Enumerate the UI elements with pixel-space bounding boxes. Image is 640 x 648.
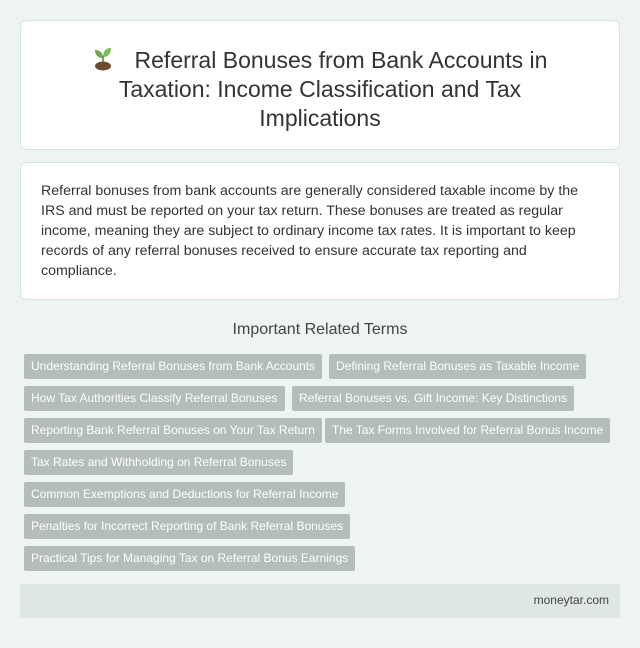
related-term-tag[interactable]: Understanding Referral Bonuses from Bank Accounts: [24, 354, 322, 379]
related-term-tag[interactable]: Tax Rates and Withholding on Referral Bonuses: [24, 450, 293, 475]
related-term-tag[interactable]: Reporting Bank Referral Bonuses on Your Tax Return: [24, 418, 322, 443]
related-term-tag[interactable]: How Tax Authorities Classify Referral Bonuses: [24, 386, 285, 411]
summary-card: [20, 162, 620, 300]
sprout-icon: [93, 45, 113, 71]
related-term-tag[interactable]: The Tax Forms Involved for Referral Bonus Income: [325, 418, 610, 443]
summary-text: Referral bonuses from bank accounts are generally considered taxable income by the IRS and must be reported on your tax return. These bonuses are treated as regular income, meaning they are subject to ordinary income tax rates. It is important to keep records of any referral bonuses received to ensure accurate tax reporting and compliance.: [41, 183, 579, 279]
footer: [20, 584, 620, 618]
related-term-tag[interactable]: Defining Referral Bonuses as Taxable Income: [329, 354, 586, 379]
title-card: [20, 20, 620, 150]
page-title: [61, 45, 579, 133]
related-term-tag[interactable]: Practical Tips for Managing Tax on Referral Bonus Earnings: [24, 546, 355, 571]
page-title-text: Referral Bonuses from Bank Accounts in Taxation: Income Classification and Tax Implications: [118, 47, 548, 131]
related-term-tag[interactable]: Referral Bonuses vs. Gift Income: Key Distinctions: [292, 386, 574, 411]
related-term-tag[interactable]: Penalties for Incorrect Reporting of Bank Referral Bonuses: [24, 514, 350, 539]
footer-site-name: moneytar.com: [533, 593, 609, 607]
related-terms-heading: Important Related Terms: [232, 321, 408, 338]
related-term-tag[interactable]: Common Exemptions and Deductions for Referral Income: [24, 482, 345, 507]
